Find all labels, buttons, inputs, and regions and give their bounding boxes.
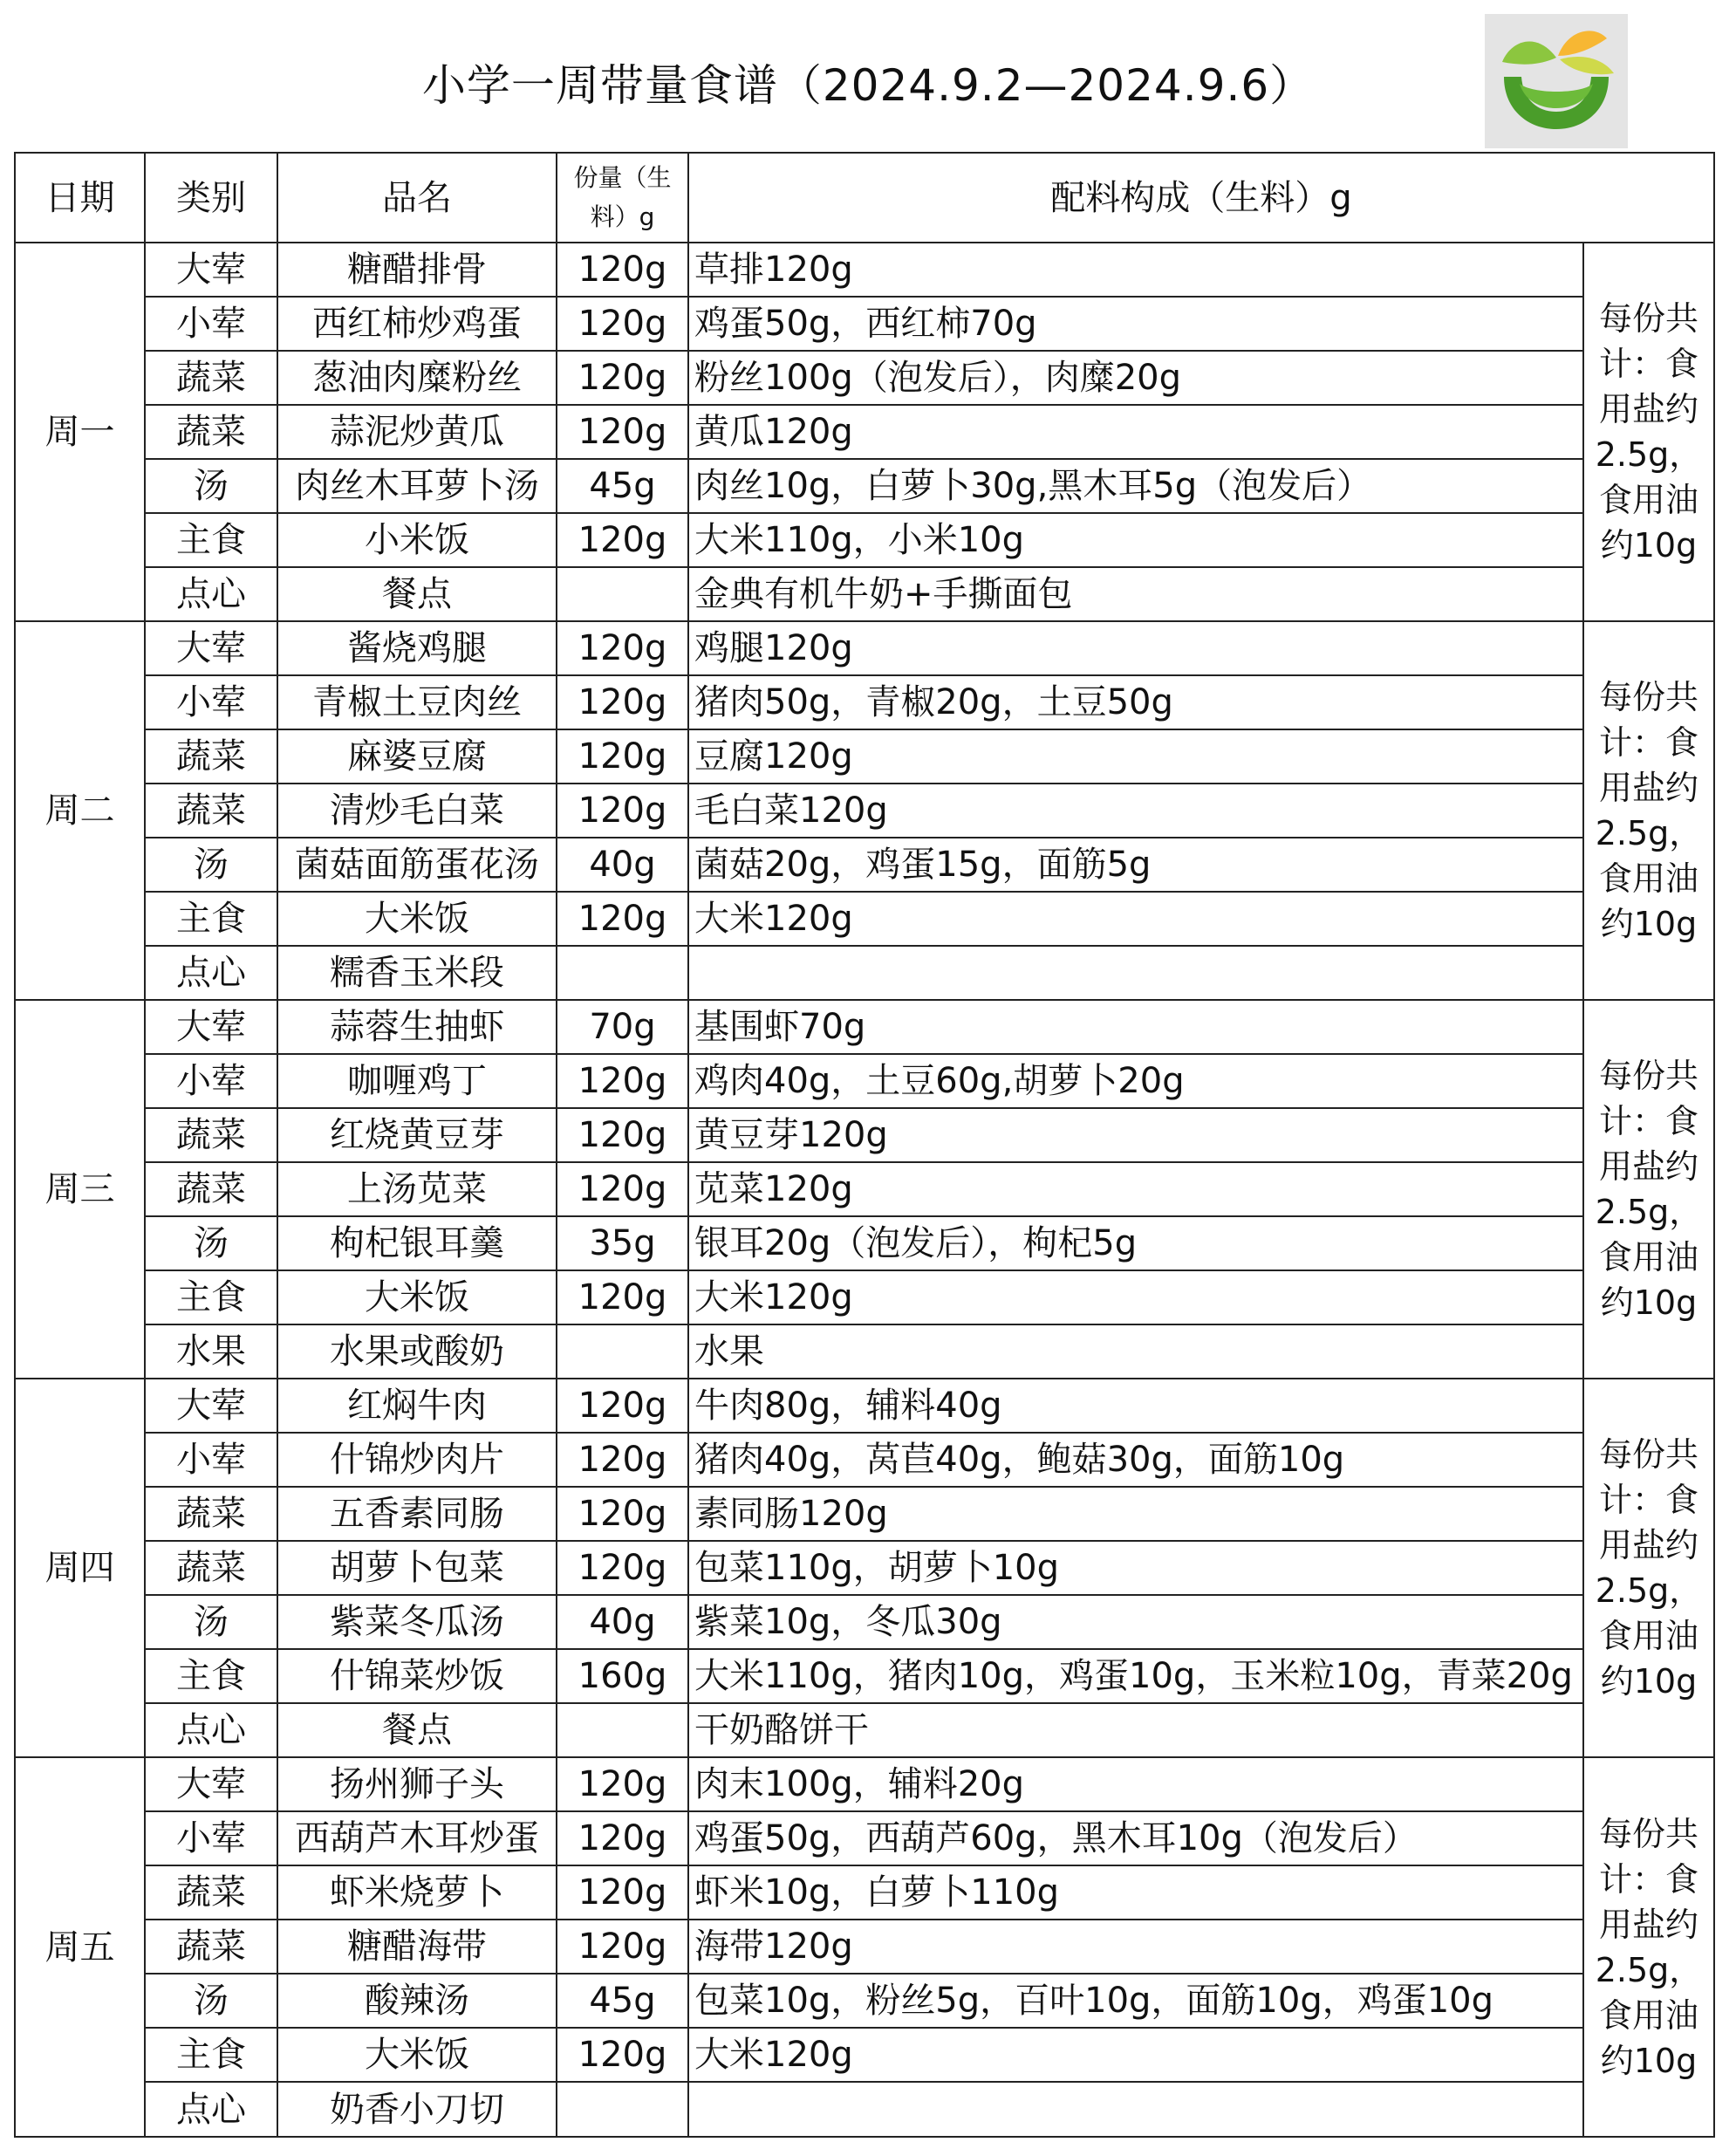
dish-cell: 酱烧鸡腿 <box>277 621 557 675</box>
dish-cell: 葱油肉糜粉丝 <box>277 351 557 405</box>
table-row <box>15 1108 1714 1162</box>
category-cell: 大荤 <box>145 243 277 297</box>
portion-cell <box>557 1703 688 1757</box>
dish-cell: 酸辣汤 <box>277 1974 557 2028</box>
category-cell: 小荤 <box>145 675 277 729</box>
portion-cell: 40g <box>557 838 688 892</box>
ingredients-cell: 鸡肉40g，土豆60g,胡萝卜20g <box>688 1054 1583 1108</box>
category-cell: 主食 <box>145 2028 277 2082</box>
dish-cell: 紫菜冬瓜汤 <box>277 1595 557 1649</box>
ingredients-cell: 肉末100g，辅料20g <box>688 1757 1583 1811</box>
table-row <box>15 1379 1714 1433</box>
nutrition-note: 每份共计：食用盐约2.5g，食用油约10g <box>1583 1379 1714 1757</box>
portion-cell: 45g <box>557 459 688 513</box>
category-cell: 蔬菜 <box>145 405 277 459</box>
category-cell: 蔬菜 <box>145 1541 277 1595</box>
portion-cell: 120g <box>557 1920 688 1974</box>
table-row <box>15 1865 1714 1920</box>
table-row <box>15 1811 1714 1865</box>
category-cell: 汤 <box>145 1974 277 2028</box>
portion-cell: 120g <box>557 621 688 675</box>
portion-cell: 40g <box>557 1595 688 1649</box>
dish-cell: 糯香玉米段 <box>277 946 557 1000</box>
table-row <box>15 1920 1714 1974</box>
dish-cell: 蒜蓉生抽虾 <box>277 1000 557 1054</box>
category-cell: 点心 <box>145 1703 277 1757</box>
category-cell: 蔬菜 <box>145 1162 277 1216</box>
dish-cell: 糖醋海带 <box>277 1920 557 1974</box>
day-cell: 周二 <box>15 621 145 1000</box>
dish-cell: 咖喱鸡丁 <box>277 1054 557 1108</box>
dish-cell: 大米饭 <box>277 1270 557 1324</box>
ingredients-cell: 猪肉40g，莴苣40g，鲍菇30g，面筋10g <box>688 1433 1583 1487</box>
header-row <box>15 153 1714 243</box>
ingredients-cell: 素同肠120g <box>688 1487 1583 1541</box>
portion-cell <box>557 567 688 621</box>
ingredients-cell: 大米110g，小米10g <box>688 513 1583 567</box>
category-cell: 大荤 <box>145 1000 277 1054</box>
category-cell: 小荤 <box>145 1054 277 1108</box>
portion-cell: 120g <box>557 1757 688 1811</box>
table-row <box>15 351 1714 405</box>
dish-cell: 上汤苋菜 <box>277 1162 557 1216</box>
portion-cell: 120g <box>557 1433 688 1487</box>
portion-cell <box>557 2082 688 2137</box>
table-row <box>15 567 1714 621</box>
table-row <box>15 1757 1714 1811</box>
nutrition-note: 每份共计：食用盐约2.5g，食用油约10g <box>1583 621 1714 1000</box>
dish-cell: 红烧黄豆芽 <box>277 1108 557 1162</box>
header-dish: 品名 <box>277 153 557 243</box>
nutrition-note: 每份共计：食用盐约2.5g，食用油约10g <box>1583 243 1714 621</box>
table-row <box>15 1541 1714 1595</box>
header-category: 类别 <box>145 153 277 243</box>
dish-cell: 西葫芦木耳炒蛋 <box>277 1811 557 1865</box>
table-row <box>15 513 1714 567</box>
dish-cell: 糖醋排骨 <box>277 243 557 297</box>
table-row <box>15 459 1714 513</box>
category-cell: 汤 <box>145 838 277 892</box>
portion-cell: 120g <box>557 1379 688 1433</box>
category-cell: 大荤 <box>145 1379 277 1433</box>
logo <box>1485 14 1628 148</box>
portion-cell: 120g <box>557 1108 688 1162</box>
dish-cell: 大米饭 <box>277 892 557 946</box>
portion-cell <box>557 1324 688 1379</box>
category-cell: 蔬菜 <box>145 351 277 405</box>
category-cell: 蔬菜 <box>145 784 277 838</box>
table-row <box>15 1487 1714 1541</box>
category-cell: 小荤 <box>145 1433 277 1487</box>
portion-cell: 120g <box>557 1054 688 1108</box>
portion-cell: 120g <box>557 1270 688 1324</box>
category-cell: 小荤 <box>145 1811 277 1865</box>
dish-cell: 肉丝木耳萝卜汤 <box>277 459 557 513</box>
dish-cell: 虾米烧萝卜 <box>277 1865 557 1920</box>
dish-cell: 清炒毛白菜 <box>277 784 557 838</box>
dish-cell: 小米饭 <box>277 513 557 567</box>
ingredients-cell: 大米110g，猪肉10g，鸡蛋10g，玉米粒10g，青菜20g <box>688 1649 1583 1703</box>
dish-cell: 菌菇面筋蛋花汤 <box>277 838 557 892</box>
ingredients-cell: 黄豆芽120g <box>688 1108 1583 1162</box>
portion-cell: 70g <box>557 1000 688 1054</box>
category-cell: 水果 <box>145 1324 277 1379</box>
portion-cell: 120g <box>557 1162 688 1216</box>
ingredients-cell: 银耳20g（泡发后），枸杞5g <box>688 1216 1583 1270</box>
page-title: 小学一周带量食谱（2024.9.2—2024.9.6） <box>421 60 1315 111</box>
ingredients-cell: 紫菜10g，冬瓜30g <box>688 1595 1583 1649</box>
ingredients-cell: 鸡蛋50g，西红柿70g <box>688 297 1583 351</box>
dish-cell: 胡萝卜包菜 <box>277 1541 557 1595</box>
ingredients-cell <box>688 946 1583 1000</box>
portion-cell: 120g <box>557 2028 688 2082</box>
dish-cell: 红焖牛肉 <box>277 1379 557 1433</box>
table-row <box>15 1649 1714 1703</box>
ingredients-cell: 包菜110g，胡萝卜10g <box>688 1541 1583 1595</box>
portion-cell: 120g <box>557 297 688 351</box>
table-row <box>15 2082 1714 2137</box>
table-row <box>15 1054 1714 1108</box>
day-cell: 周五 <box>15 1757 145 2137</box>
category-cell: 大荤 <box>145 621 277 675</box>
ingredients-cell <box>688 2082 1583 2137</box>
dish-cell: 餐点 <box>277 567 557 621</box>
portion-cell: 120g <box>557 405 688 459</box>
table-row <box>15 1270 1714 1324</box>
dish-cell: 扬州狮子头 <box>277 1757 557 1811</box>
portion-cell <box>557 946 688 1000</box>
dish-cell: 奶香小刀切 <box>277 2082 557 2137</box>
portion-cell: 120g <box>557 784 688 838</box>
header-portion: 份量（生料）g <box>557 153 688 243</box>
category-cell: 点心 <box>145 946 277 1000</box>
category-cell: 主食 <box>145 1270 277 1324</box>
table-row <box>15 297 1714 351</box>
category-cell: 主食 <box>145 892 277 946</box>
portion-cell: 120g <box>557 351 688 405</box>
day-cell: 周四 <box>15 1379 145 1757</box>
category-cell: 点心 <box>145 2082 277 2137</box>
table-row <box>15 1433 1714 1487</box>
portion-cell: 120g <box>557 513 688 567</box>
dish-cell: 麻婆豆腐 <box>277 729 557 784</box>
ingredients-cell: 草排120g <box>688 243 1583 297</box>
portion-cell: 120g <box>557 892 688 946</box>
table-row <box>15 405 1714 459</box>
portion-cell: 35g <box>557 1216 688 1270</box>
ingredients-cell: 鸡蛋50g，西葫芦60g，黑木耳10g（泡发后） <box>688 1811 1583 1865</box>
table-row <box>15 675 1714 729</box>
table-row <box>15 621 1714 675</box>
table-row <box>15 946 1714 1000</box>
header-date: 日期 <box>15 153 145 243</box>
table-row <box>15 729 1714 784</box>
table-row <box>15 243 1714 297</box>
table-row <box>15 1216 1714 1270</box>
header-ingredients: 配料构成（生料）g <box>688 153 1714 243</box>
table-row <box>15 838 1714 892</box>
ingredients-cell: 水果 <box>688 1324 1583 1379</box>
ingredients-cell: 大米120g <box>688 2028 1583 2082</box>
dish-cell: 水果或酸奶 <box>277 1324 557 1379</box>
table-row <box>15 892 1714 946</box>
dish-cell: 蒜泥炒黄瓜 <box>277 405 557 459</box>
portion-cell: 120g <box>557 1541 688 1595</box>
dish-cell: 枸杞银耳羹 <box>277 1216 557 1270</box>
ingredients-cell: 猪肉50g，青椒20g，土豆50g <box>688 675 1583 729</box>
ingredients-cell: 豆腐120g <box>688 729 1583 784</box>
category-cell: 主食 <box>145 513 277 567</box>
ingredients-cell: 牛肉80g，辅料40g <box>688 1379 1583 1433</box>
ingredients-cell: 基围虾70g <box>688 1000 1583 1054</box>
category-cell: 大荤 <box>145 1757 277 1811</box>
category-cell: 汤 <box>145 1216 277 1270</box>
ingredients-cell: 苋菜120g <box>688 1162 1583 1216</box>
table-row <box>15 1703 1714 1757</box>
portion-cell: 160g <box>557 1649 688 1703</box>
ingredients-cell: 菌菇20g，鸡蛋15g，面筋5g <box>688 838 1583 892</box>
portion-cell: 120g <box>557 1865 688 1920</box>
day-cell: 周一 <box>15 243 145 621</box>
category-cell: 汤 <box>145 459 277 513</box>
portion-cell: 120g <box>557 1487 688 1541</box>
table-row <box>15 1324 1714 1379</box>
category-cell: 主食 <box>145 1649 277 1703</box>
ingredients-cell: 毛白菜120g <box>688 784 1583 838</box>
category-cell: 汤 <box>145 1595 277 1649</box>
dish-cell: 青椒土豆肉丝 <box>277 675 557 729</box>
dish-cell: 什锦炒肉片 <box>277 1433 557 1487</box>
category-cell: 蔬菜 <box>145 1865 277 1920</box>
ingredients-cell: 肉丝10g，白萝卜30g,黑木耳5g（泡发后） <box>688 459 1583 513</box>
ingredients-cell: 干奶酪饼干 <box>688 1703 1583 1757</box>
nutrition-note: 每份共计：食用盐约2.5g，食用油约10g <box>1583 1000 1714 1379</box>
dish-cell: 什锦菜炒饭 <box>277 1649 557 1703</box>
table-row <box>15 1162 1714 1216</box>
menu-body <box>15 243 1714 2137</box>
ingredients-cell: 大米120g <box>688 1270 1583 1324</box>
ingredients-cell: 鸡腿120g <box>688 621 1583 675</box>
table-row <box>15 1000 1714 1054</box>
category-cell: 蔬菜 <box>145 729 277 784</box>
category-cell: 蔬菜 <box>145 1487 277 1541</box>
ingredients-cell: 虾米10g，白萝卜110g <box>688 1865 1583 1920</box>
portion-cell: 120g <box>557 1811 688 1865</box>
portion-cell: 120g <box>557 243 688 297</box>
ingredients-cell: 金典有机牛奶+手撕面包 <box>688 567 1583 621</box>
portion-cell: 120g <box>557 729 688 784</box>
ingredients-cell: 包菜10g，粉丝5g，百叶10g，面筋10g，鸡蛋10g <box>688 1974 1583 2028</box>
bowl-leaf-icon <box>1485 14 1628 148</box>
ingredients-cell: 黄瓜120g <box>688 405 1583 459</box>
table-row <box>15 2028 1714 2082</box>
portion-cell: 45g <box>557 1974 688 2028</box>
dish-cell: 五香素同肠 <box>277 1487 557 1541</box>
portion-cell: 120g <box>557 675 688 729</box>
table-row <box>15 1974 1714 2028</box>
ingredients-cell: 海带120g <box>688 1920 1583 1974</box>
ingredients-cell: 大米120g <box>688 892 1583 946</box>
nutrition-note: 每份共计：食用盐约2.5g，食用油约10g <box>1583 1757 1714 2137</box>
dish-cell: 餐点 <box>277 1703 557 1757</box>
category-cell: 小荤 <box>145 297 277 351</box>
dish-cell: 大米饭 <box>277 2028 557 2082</box>
category-cell: 蔬菜 <box>145 1920 277 1974</box>
menu-table <box>14 152 1715 2138</box>
category-cell: 点心 <box>145 567 277 621</box>
dish-cell: 西红柿炒鸡蛋 <box>277 297 557 351</box>
category-cell: 蔬菜 <box>145 1108 277 1162</box>
table-row <box>15 784 1714 838</box>
day-cell: 周三 <box>15 1000 145 1379</box>
table-row <box>15 1595 1714 1649</box>
ingredients-cell: 粉丝100g（泡发后），肉糜20g <box>688 351 1583 405</box>
